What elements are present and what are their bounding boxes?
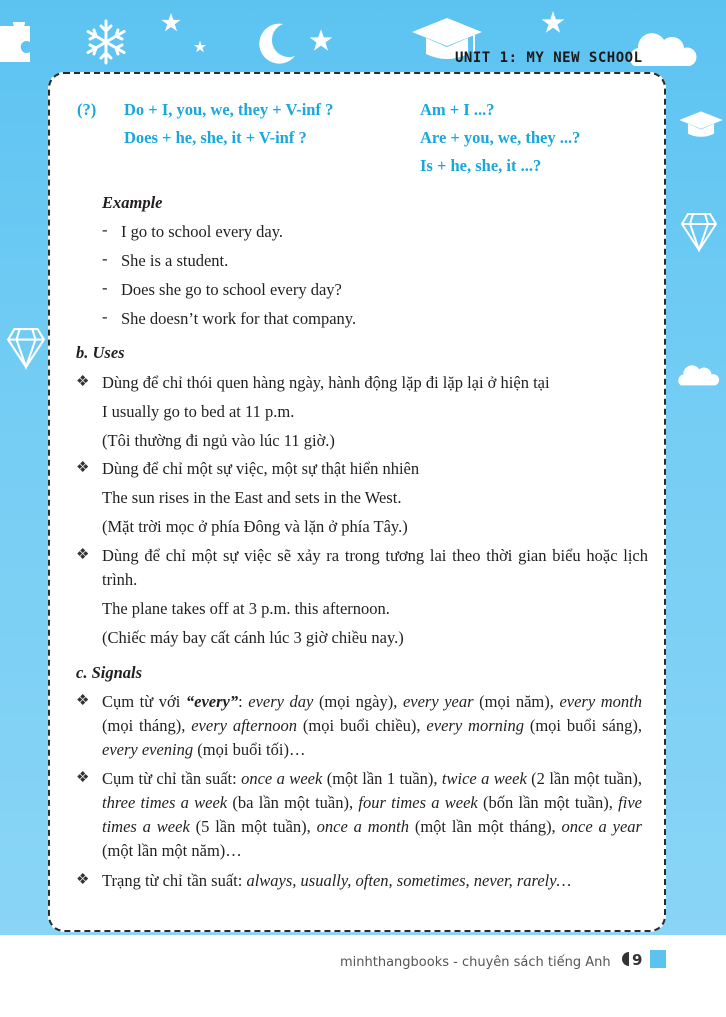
diamond-icon [6, 326, 46, 370]
signal-adverbs: Trạng từ chỉ tần suất: always, usually, often, sometimes, never, rarely… [102, 871, 572, 890]
bullet-icon: ❖ [76, 872, 90, 888]
formula-line: Do + I, you, we, they + V-inf ? [124, 100, 334, 119]
use-translation: (Mặt trời mọc ở phía Đông và lặn ở phía Tây.) [102, 517, 408, 536]
formula-line: Am + I ...? [420, 100, 495, 119]
bullet-icon: ❖ [76, 460, 90, 476]
formula-line: Is + he, she, it ...? [420, 156, 542, 175]
example-sentence: I go to school every day. [121, 222, 284, 241]
diamond-icon [680, 212, 718, 252]
snowflake-icon [82, 18, 130, 66]
bullet-icon: ❖ [76, 693, 90, 709]
use-translation: (Tôi thường đi ngủ vào lúc 11 giờ.) [102, 431, 335, 450]
page-color-block [650, 950, 666, 968]
signal-frequency-paragraph: Cụm từ chỉ tần suất: once a week (một lần 1 tuần), twice a week (2 lần một tuần), three times a week (ba lần một tuần), four times a week (bốn lần một tuần), five times a week (5 lần một tuần), once a month (một lần một tháng), once a year (một lần một năm)… [102, 769, 642, 860]
use-description: Dùng để chỉ một sự việc sẽ xảy ra trong tương lai theo thời gian biểu hoặc lịch trình. [102, 546, 648, 589]
bullet-icon: ❖ [76, 547, 90, 563]
bullet-icon: ❖ [76, 374, 90, 390]
moon-icon [253, 20, 299, 66]
star-icon [193, 40, 207, 54]
example-heading: Example [102, 193, 163, 212]
question-marker: (?) [77, 100, 97, 119]
signal-every-paragraph: Cụm từ với “every”: every day (mọi ngày), every year (mọi năm), every month (mọi tháng), every afternoon (mọi buổi chiều), every morning (mọi buổi sáng), every evening (mọi buổi tối)… [102, 692, 642, 759]
use-example: The sun rises in the East and sets in the West. [102, 488, 402, 507]
dash-marker: - [102, 220, 108, 239]
formula-line: Does + he, she, it + V-inf ? [124, 128, 307, 147]
footer-publisher: minhthangbooks - chuyên sách tiếng Anh [340, 955, 611, 970]
signals-heading: c. Signals [76, 663, 143, 682]
footer-band [0, 935, 726, 1017]
dash-marker: - [102, 307, 108, 326]
page-number: 9 [632, 951, 643, 969]
use-example: The plane takes off at 3 p.m. this afternoon. [102, 599, 390, 618]
dash-marker: - [102, 278, 108, 297]
cloud-icon [676, 362, 720, 388]
example-sentence: She doesn’t work for that company. [121, 309, 357, 328]
use-example: I usually go to bed at 11 p.m. [102, 402, 295, 421]
bullet-icon: ❖ [76, 770, 90, 786]
star-icon [160, 12, 182, 34]
unit-title: UNIT 1: MY NEW SCHOOL [455, 50, 643, 66]
dash-marker: - [102, 249, 108, 268]
page-marker-icon [622, 952, 629, 966]
uses-heading: b. Uses [76, 343, 125, 362]
star-icon [308, 28, 334, 54]
example-sentence: She is a student. [121, 251, 229, 270]
use-translation: (Chiếc máy bay cất cánh lúc 3 giờ chiều nay.) [102, 628, 404, 647]
use-description: Dùng để chỉ thói quen hàng ngày, hành động lặp đi lặp lại ở hiện tại [102, 373, 550, 392]
graduation-cap-icon [678, 108, 724, 142]
formula-line: Are + you, we, they ...? [420, 128, 581, 147]
puzzle-icon [0, 22, 34, 66]
example-sentence: Does she go to school every day? [121, 280, 342, 299]
use-description: Dùng để chỉ một sự việc, một sự thật hiển nhiên [102, 459, 420, 478]
star-icon [540, 10, 566, 36]
